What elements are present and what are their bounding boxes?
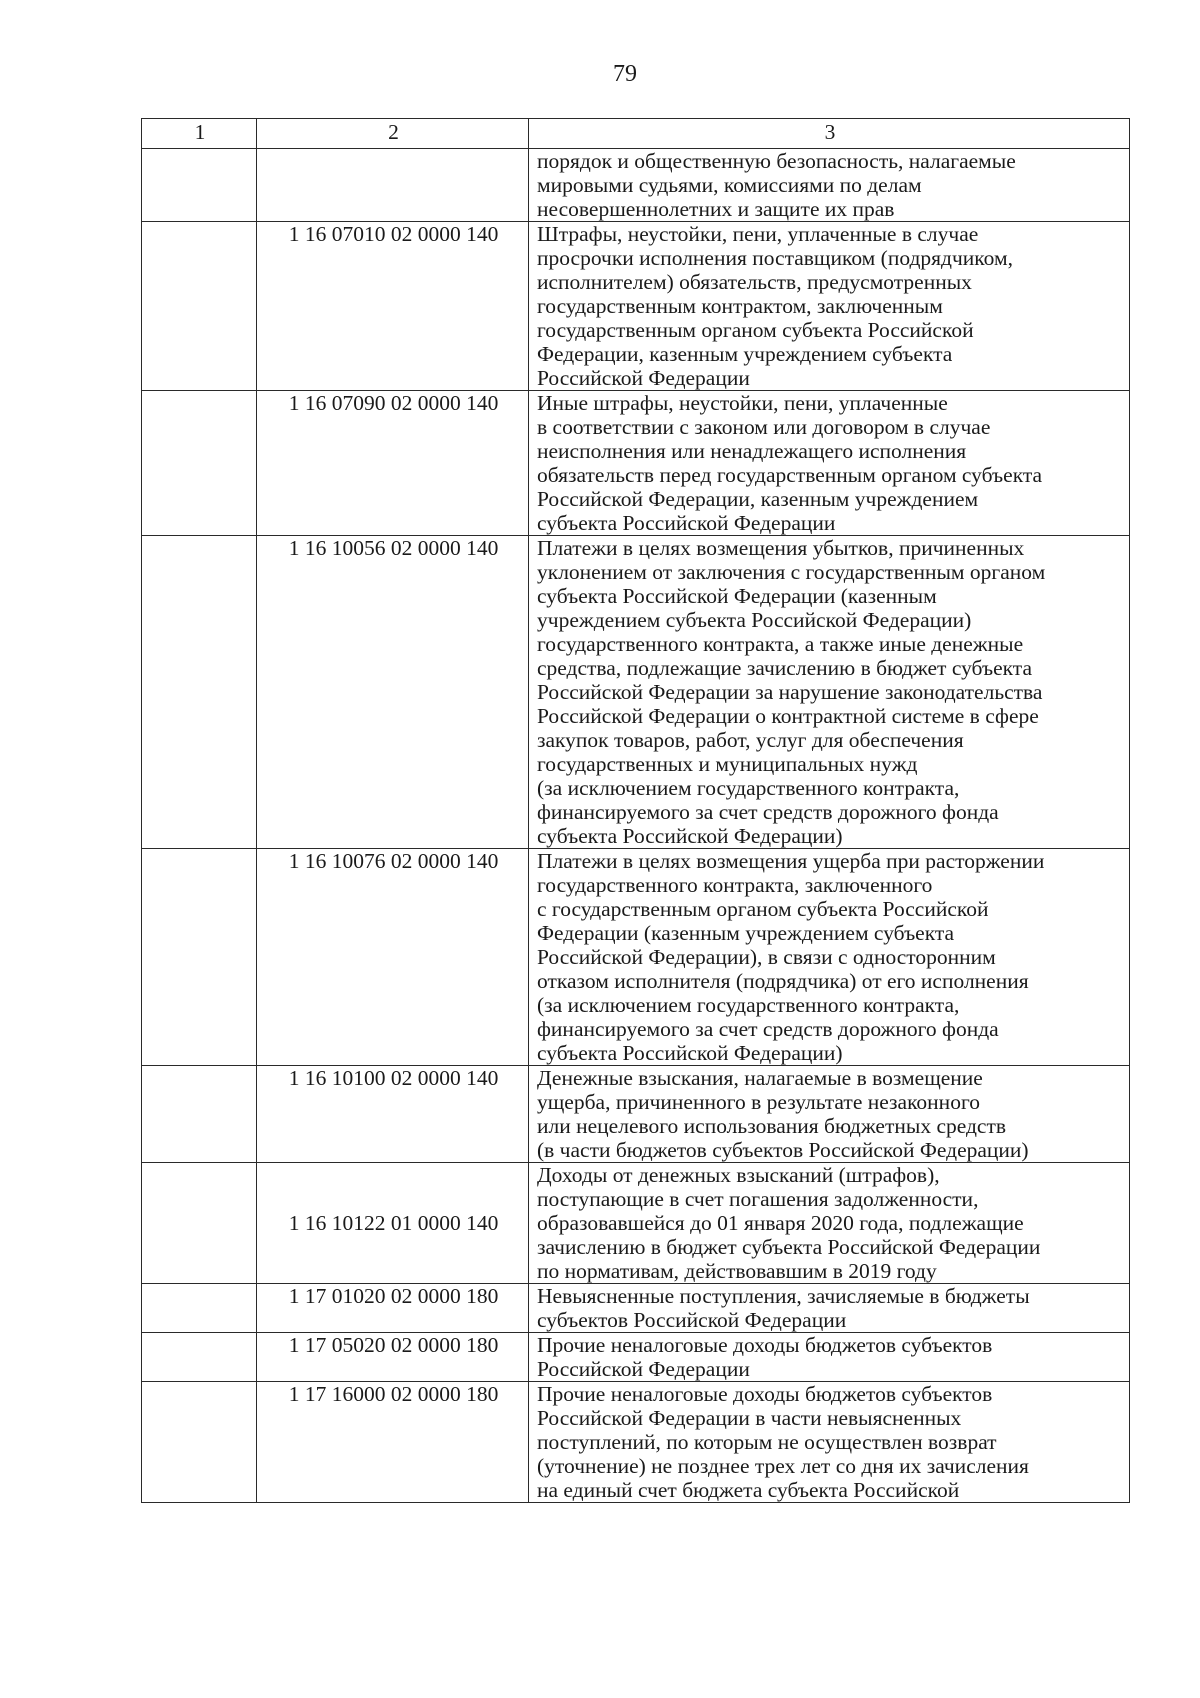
description-line: государственного контракта, а также иные денежные [537, 632, 1024, 656]
header-col-2: 2 [257, 119, 529, 149]
description-line: ущерба, причиненного в результате незаконного [537, 1090, 980, 1114]
row-number-cell [142, 149, 257, 222]
header-col-1: 1 [142, 119, 257, 149]
description-line: Платежи в целях возмещения ущерба при расторжении [537, 849, 1045, 873]
table-row [142, 1284, 1130, 1333]
description-line: Российской Федерации о контрактной системе в сфере [537, 704, 1039, 728]
description-cell [529, 849, 1130, 1066]
description-line: или нецелевого использования бюджетных средств [537, 1114, 1007, 1138]
description-line: Доходы от денежных взысканий (штрафов), [537, 1163, 940, 1187]
description-line: Федерации, казенным учреждением субъекта [537, 342, 953, 366]
revenue-code-cell: 1 17 01020 02 0000 180 [257, 1284, 529, 1333]
revenue-code-cell: 1 16 07090 02 0000 140 [257, 391, 529, 536]
row-number-cell [142, 1284, 257, 1333]
description-line: субъекта Российской Федерации) [537, 824, 843, 848]
description-line: Российской Федерации, казенным учреждением [537, 487, 979, 511]
description-line: Российской Федерации [537, 1357, 750, 1381]
description-line: Прочие неналоговые доходы бюджетов субъектов [537, 1382, 993, 1406]
description-line: обязательств перед государственным органом субъекта [537, 463, 1043, 487]
description-line: Российской Федерации в части невыясненных [537, 1406, 962, 1430]
description-line: Прочие неналоговые доходы бюджетов субъектов [537, 1333, 993, 1357]
description-cell [529, 149, 1130, 222]
description-line: зачислению в бюджет субъекта Российской Федерации [537, 1235, 1041, 1259]
description-cell [529, 391, 1130, 536]
table-row [142, 1333, 1130, 1382]
description-line: закупок товаров, работ, услуг для обеспечения [537, 728, 964, 752]
description-line: по нормативам, действовавшим в 2019 году [537, 1259, 937, 1283]
description-line: субъекта Российской Федерации (казенным [537, 584, 937, 608]
description-line: (за исключением государственного контракта, [537, 776, 960, 800]
row-number-cell [142, 1382, 257, 1503]
description-cell [529, 1333, 1130, 1382]
table-row [142, 536, 1130, 849]
revenue-code-cell: 1 17 05020 02 0000 180 [257, 1333, 529, 1382]
description-line: в соответствии с законом или договором в случае [537, 415, 991, 439]
row-number-cell [142, 1066, 257, 1163]
revenue-code-cell [257, 149, 529, 222]
description-line: учреждением субъекта Российской Федерации) [537, 608, 972, 632]
table-row [142, 391, 1130, 536]
description-cell [529, 1066, 1130, 1163]
description-line: образовавшейся до 01 января 2020 года, подлежащие [537, 1211, 1024, 1235]
description-line: исполнителем) обязательств, предусмотренных [537, 270, 972, 294]
description-line: финансируемого за счет средств дорожного фонда [537, 1017, 999, 1041]
description-line: поступающие в счет погашения задолженности, [537, 1187, 979, 1211]
row-number-cell [142, 391, 257, 536]
description-line: Федерации (казенным учреждением субъекта [537, 921, 955, 945]
revenue-codes-table [141, 118, 1130, 1503]
description-cell [529, 222, 1130, 391]
description-line: (в части бюджетов субъектов Российской Федерации) [537, 1138, 1029, 1162]
header-col-3: 3 [529, 119, 1130, 149]
description-line: отказом исполнителя (подрядчика) от его исполнения [537, 969, 1029, 993]
description-line: субъекта Российской Федерации) [537, 1041, 843, 1065]
row-number-cell [142, 1163, 257, 1284]
description-line: Российской Федерации [537, 366, 750, 390]
revenue-code-cell: 1 17 16000 02 0000 180 [257, 1382, 529, 1503]
description-line: просрочки исполнения поставщиком (подрядчиком, [537, 246, 1013, 270]
table-row [142, 222, 1130, 391]
row-number-cell [142, 536, 257, 849]
table-row [142, 1163, 1130, 1284]
table-header-row [142, 119, 1130, 149]
description-line: субъектов Российской Федерации [537, 1308, 847, 1332]
description-line: Денежные взыскания, налагаемые в возмещение [537, 1066, 983, 1090]
description-line: поступлений, по которым не осуществлен возврат [537, 1430, 997, 1454]
description-line: на единый счет бюджета субъекта Российской [537, 1478, 960, 1502]
revenue-code-cell: 1 16 10056 02 0000 140 [257, 536, 529, 849]
revenue-code-cell: 1 16 10122 01 0000 140 [257, 1163, 529, 1284]
description-line: Российской Федерации за нарушение законодательства [537, 680, 1043, 704]
table-body [142, 149, 1130, 1503]
table-header [142, 119, 1130, 149]
description-cell [529, 1284, 1130, 1333]
description-line: государственного контракта, заключенного [537, 873, 933, 897]
description-line: субъекта Российской Федерации [537, 511, 836, 535]
description-line: (за исключением государственного контракта, [537, 993, 960, 1017]
description-line: государственным контрактом, заключенным [537, 294, 943, 318]
row-number-cell [142, 849, 257, 1066]
description-line: несовершеннолетних и защите их прав [537, 197, 895, 221]
table-row [142, 1382, 1130, 1503]
description-cell [529, 1382, 1130, 1503]
description-line: с государственным органом субъекта Российской [537, 897, 989, 921]
revenue-code-cell: 1 16 10076 02 0000 140 [257, 849, 529, 1066]
description-line: средства, подлежащие зачислению в бюджет субъекта [537, 656, 1032, 680]
table-row [142, 1066, 1130, 1163]
revenue-code-cell: 1 16 10100 02 0000 140 [257, 1066, 529, 1163]
row-number-cell [142, 222, 257, 391]
table-row [142, 849, 1130, 1066]
description-line: государственных и муниципальных нужд [537, 752, 918, 776]
revenue-code-cell: 1 16 07010 02 0000 140 [257, 222, 529, 391]
description-line: финансируемого за счет средств дорожного фонда [537, 800, 999, 824]
description-line: (уточнение) не позднее трех лет со дня их зачисления [537, 1454, 1029, 1478]
table-row [142, 149, 1130, 222]
description-line: Невыясненные поступления, зачисляемые в бюджеты [537, 1284, 1030, 1308]
description-line: мировыми судьями, комиссиями по делам [537, 173, 922, 197]
description-line: неисполнения или ненадлежащего исполнения [537, 439, 967, 463]
description-line: порядок и общественную безопасность, налагаемые [537, 149, 1016, 173]
description-line: Российской Федерации), в связи с односторонним [537, 945, 996, 969]
description-line: Иные штрафы, неустойки, пени, уплаченные [537, 391, 948, 415]
description-line: государственным органом субъекта Российской [537, 318, 974, 342]
page-number: 79 [613, 61, 637, 87]
description-line: Штрафы, неустойки, пени, уплаченные в случае [537, 222, 979, 246]
description-cell [529, 1163, 1130, 1284]
description-cell [529, 536, 1130, 849]
description-line: уклонением от заключения с государственным органом [537, 560, 1046, 584]
row-number-cell [142, 1333, 257, 1382]
description-line: Платежи в целях возмещения убытков, причиненных [537, 536, 1025, 560]
